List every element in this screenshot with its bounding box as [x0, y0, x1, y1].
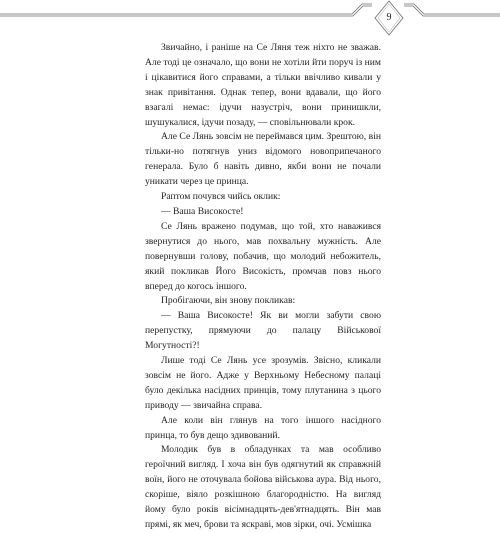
- paragraph: Се Лянь вражено подумав, що той, хто наважився звернутися до нього, мав похвальну мужність. Але повернувши голову, побачив, що молодий небожитель, який покликав Його Високість, промчав повз нього вперед до когось іншого.: [145, 220, 381, 292]
- header-rule-right-2: [404, 6, 500, 16]
- page-number: 9: [386, 12, 392, 23]
- body-text: [145, 41, 381, 533]
- paragraph: Звичайно, і раніше на Се Ляня теж ніхто не зважав. Але тоді це означало, що вони не хотіли йти поруч із ним і цікавитися його справами, а тільки ввічливо кивали у знак привітання. Однак тепер, вони вдавали, що його взагалі немає: ідучи назустріч, вони принишкли, шушукалися, ідучи позаду, — сповільнювали крок.: [145, 42, 381, 128]
- header-ornament: [0, 0, 500, 36]
- header-rule-upper: [0, 4, 372, 14]
- paragraph: Раптом почувся чийсь оклик:: [161, 191, 281, 203]
- paragraph: Пробігаючи, він знову покликав:: [161, 295, 296, 307]
- dialog-line: — Ваша Високосте!: [161, 205, 244, 217]
- paragraph: Молодик був в обладунках та мав особливо героїчний вигляд. І хоча він був одягнутий як справжній воїн, його не оточувала бойова військова аура. Від нього, скоріше, віяло розкішною благородністю. На вигляд йому було років вісімнадцять-дев'ятнадцять. Він мав прямі, як меч, брови та яскраві, мов зірки, очі. Усмішка: [145, 444, 381, 530]
- paragraph: Але Се Лянь зовсім не переймався цим. Зрештою, він тільки-но потягнув униз відомого новоприпечаного генерала. Було б навіть дивно, якби вони не почали уникати через це принца.: [145, 131, 381, 188]
- paragraph: Але коли він глянув на того іншого насідного принца, то був дещо здивований.: [145, 414, 381, 441]
- dialog-line: — Ваша Високосте! Як ви могли забути свою перепустку, прямуючи до палацу Військової Могутності?!: [145, 310, 381, 352]
- header-rule-right: [404, 4, 500, 14]
- header-rule-lower: [0, 6, 372, 16]
- paragraph: Лише тоді Се Лянь усе зрозумів. Звісно, кликали зовсім не його. Адже у Верхньому Небесному палаці було декілька насідних принців, тому плутанина з цього приводу — звичайна справа.: [145, 355, 381, 411]
